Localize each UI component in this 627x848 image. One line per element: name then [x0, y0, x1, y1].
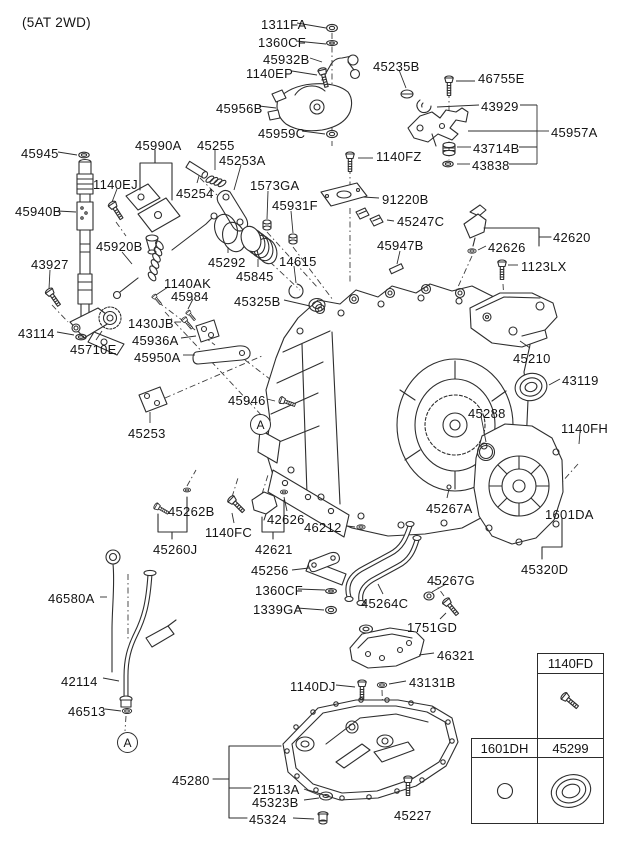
drain-plug-45324: [318, 812, 328, 824]
table-header-1601DH: 1601DH: [471, 738, 538, 758]
part-label-43114: 43114: [18, 326, 55, 341]
part-label-1140EP: 1140EP: [246, 66, 294, 81]
part-label-45325B: 45325B: [234, 294, 281, 309]
part-label-45256: 45256: [251, 563, 289, 578]
bracket-91220B: [321, 183, 367, 206]
part-label-1140FZ: 1140FZ: [376, 149, 422, 164]
grommet-45235B: [401, 90, 413, 98]
part-label-45247C: 45247C: [397, 214, 445, 229]
part-label-45984: 45984: [171, 289, 209, 304]
kit-bolt-icon: [545, 680, 597, 732]
part-label-45227: 45227: [394, 808, 432, 823]
part-label-45931F: 45931F: [272, 198, 318, 213]
kit-seal-icon: [542, 762, 600, 820]
part-label-1360CF-top: 1360CF: [258, 35, 307, 50]
oil-pan-drawing: [283, 698, 458, 800]
dipstick-drawing: [106, 550, 120, 672]
part-label-45292: 45292: [208, 255, 246, 270]
part-label-45957A: 45957A: [551, 125, 598, 140]
pin-45947B: [389, 264, 403, 274]
part-label-45946: 45946: [228, 393, 266, 408]
part-label-1311FA: 1311FA: [261, 17, 307, 32]
view-callout-a-tube: A: [117, 732, 138, 753]
part-label-45990A: 45990A: [135, 138, 182, 153]
part-label-14615: 14615: [279, 254, 317, 269]
part-label-45267A: 45267A: [426, 501, 473, 516]
part-label-45267G: 45267G: [427, 573, 476, 588]
part-label-21513A: 21513A: [253, 782, 300, 797]
part-label-45956B: 45956B: [216, 101, 263, 116]
part-label-45260J: 45260J: [153, 542, 198, 557]
kit-ring-icon: [489, 775, 521, 807]
oil-gauge-tube-drawing: [77, 152, 93, 329]
part-label-45936A: 45936A: [132, 333, 179, 348]
part-label-45950A: 45950A: [134, 350, 181, 365]
part-label-1751GD: 1751GD: [407, 620, 458, 635]
part-label-45253: 45253: [128, 426, 166, 441]
bracket-45950A-drawing: [193, 346, 250, 364]
part-label-45288: 45288: [468, 406, 506, 421]
part-label-45845: 45845: [236, 269, 274, 284]
clamps-45247C: [356, 208, 383, 226]
part-label-1140DJ: 1140DJ: [290, 679, 336, 694]
part-label-1140EJ: 1140EJ: [93, 177, 138, 192]
part-label-42620: 42620: [553, 230, 591, 245]
part-label-45324: 45324: [249, 812, 287, 827]
part-label-43119: 43119: [562, 373, 599, 388]
part-label-42114: 42114: [61, 674, 98, 689]
part-label-1430JB: 1430JB: [128, 316, 174, 331]
part-label-91220B: 91220B: [382, 192, 429, 207]
part-label-45280: 45280: [172, 773, 210, 788]
bracket-45936A-drawing: [196, 320, 219, 342]
view-callout-a-case: A: [250, 414, 271, 435]
part-label-45945: 45945: [21, 146, 59, 161]
part-label-43927: 43927: [31, 257, 69, 272]
part-label-1601DA: 1601DA: [545, 507, 594, 522]
part-label-1339GA: 1339GA: [253, 602, 303, 617]
part-label-46755E: 46755E: [478, 71, 525, 86]
pin-45267A: [447, 485, 451, 489]
part-label-46212: 46212: [304, 520, 342, 535]
part-label-46513: 46513: [68, 704, 106, 719]
rear-cover-drawing: [474, 424, 563, 545]
part-label-1140FC: 1140FC: [205, 525, 253, 540]
part-label-45255: 45255: [197, 138, 235, 153]
part-label-45940B: 45940B: [15, 204, 62, 219]
part-label-43929: 43929: [481, 99, 519, 114]
plate-45253-drawing: [139, 387, 167, 423]
table-cell-seal-icon: [537, 757, 604, 824]
table-cell-ring-icon: [471, 757, 538, 824]
part-label-1140FH: 1140FH: [561, 421, 609, 436]
part-label-1140AK: 1140AK: [164, 276, 212, 291]
part-label-43838: 43838: [472, 158, 510, 173]
washer-45267G: [424, 592, 434, 600]
part-label-42621: 42621: [255, 542, 293, 557]
part-label-46580A: 46580A: [48, 591, 95, 606]
table-header-1140FD: 1140FD: [537, 653, 604, 674]
diagram-title: (5AT 2WD): [22, 15, 91, 30]
part-label-45710E: 45710E: [70, 342, 117, 357]
part-label-1573GA: 1573GA: [250, 178, 300, 193]
part-label-45235B: 45235B: [373, 59, 420, 74]
part-label-45210: 45210: [513, 351, 551, 366]
part-label-45254: 45254: [176, 186, 214, 201]
part-label-43714B: 43714B: [473, 141, 520, 156]
part-label-1360CF-mid: 1360CF: [255, 583, 304, 598]
table-header-45299: 45299: [537, 738, 604, 758]
table-cell-bolt-icon: [537, 673, 604, 739]
part-label-45947B: 45947B: [377, 238, 424, 253]
part-label-45932B: 45932B: [263, 52, 310, 67]
part-label-45262B: 45262B: [168, 504, 215, 519]
speed-sensor-42626: [464, 205, 486, 253]
part-label-45920B: 45920B: [96, 239, 143, 254]
part-label-45253A: 45253A: [219, 153, 266, 168]
part-label-43131B: 43131B: [409, 675, 456, 690]
part-label-42626-upper: 42626: [488, 240, 526, 255]
part-label-45320D: 45320D: [521, 562, 569, 577]
part-label-45959C: 45959C: [258, 126, 306, 141]
part-label-42626-lower: 42626: [267, 512, 305, 527]
part-label-1123LX: 1123LX: [521, 259, 567, 274]
part-label-45264C: 45264C: [361, 596, 409, 611]
part-label-46321: 46321: [437, 648, 475, 663]
part-label-45323B: 45323B: [252, 795, 299, 810]
